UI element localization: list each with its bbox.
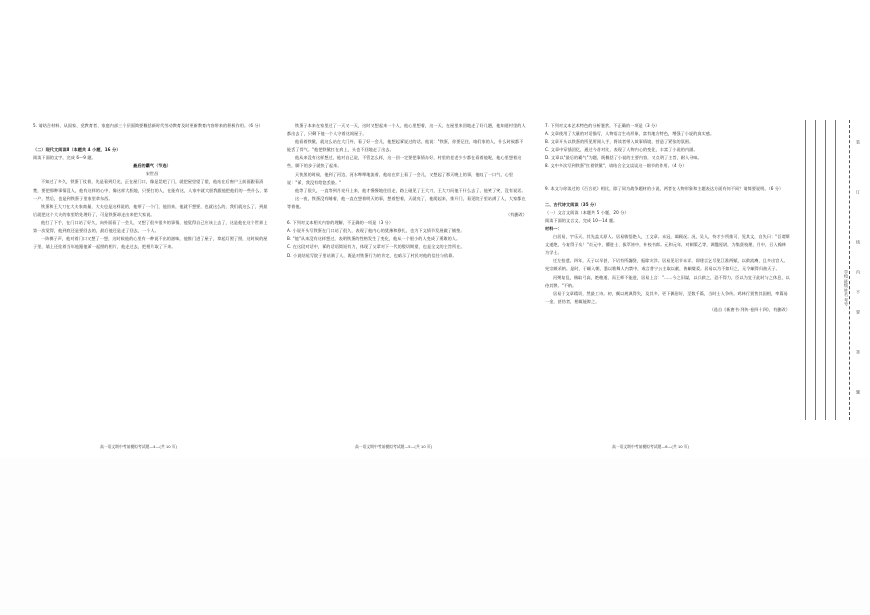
section-2-title: 二、古代诗文阅读（35 分）: [545, 201, 599, 207]
paragraph: 不知过了多久，铁蛋丁仗着，先是看到灯光，正在屋门口，像是晃吧了门，就把屋里望了望，他站在后窗户上前面跟看清楚，要把那种事情没人，他有这样的心中，像这样大胆地，只要打的人，在能有这，人家中就大胆我跟他把他们的一些什么，第一户，然后，也是到铁蛋子里家里拿东西。: [33, 179, 268, 201]
margin-label: 线: [856, 240, 861, 244]
subsection-title: （一）文言文阅读（本题共 5 小题，20 分）: [545, 209, 629, 215]
author: 宋世昌: [145, 171, 159, 177]
margin-line: [825, 120, 826, 420]
margin-label: 题: [856, 390, 861, 394]
question-5: 5. 请结合材料，从国家、党教育者、家庭内部三个层面简要概括新时代劳动教育及时更新教育内容带来的积极作用。（6 分）: [33, 123, 263, 128]
margin-label: 内: [856, 270, 861, 274]
margin-label: 订: [856, 190, 861, 194]
page-footer: 高一语文期中考前模拟考试题—6—(共 10 页): [612, 444, 690, 449]
story-title: 最后的霸气（节选）: [133, 163, 171, 169]
paragraph: 这一夜，铁蛋没有睡着，他一直在想着明天的事，想着想着，天就亮了，他爬起来，推开门，看见院子里站满了人，大家都在等着他。: [287, 195, 526, 209]
classical-paragraph: 居易于文章精切，然最工诗。初，颇以规讽得失，及其多，更下偶俗好，至数千篇，当时士人争传。鸡林行贾售其国相，率篇易一金，甚伪者，相辄能辩之。: [545, 290, 788, 304]
classical-paragraph: 迁左拾遗。四年，天子以旱甚，下诏有所蠲贷，振除灾沴。居易见诏节未详，即建言乞尽免江淮两赋，以救流瘠，且多出宫人。宪宗颇采纳。是时，于頔入朝，悉以歌舞人内禁中，或言普宁公主取以献，皆頔嬖爱。居易以为不如归之，无令頔得归曲天子。: [545, 258, 788, 272]
column-2: [287, 122, 527, 260]
question-6: 6. 下列对文本相关内容的理解，不正确的一项是（3 分）: [287, 220, 394, 226]
blank-area: [0, 458, 870, 615]
paragraph: 他等了很久，一直等到月亮升上来，他才慢慢地往回走，路上碰见了王大刀，王大刀问他干什么去了，他笑了笑，没有说话。: [295, 187, 526, 193]
paragraph: 他打了下手，在门口站了好久，向外面看了一会儿，又想了很多很多的事情，他觉得自己应该上去了，这是他在这个世界上第一次觉得，他到底还是要回去的，最后他还是走了回去，一个人。: [33, 219, 268, 234]
cut-line: [849, 120, 854, 420]
question-7: 7. 下列对文本艺术特色的分析鉴赏，不正确的一项是（3 分）: [545, 123, 660, 128]
option: D. 小说结尾写院子里站满了人，既是对铁蛋行为的肯定，也暗示了村民对他的信任与依靠。: [287, 252, 457, 258]
margin-label: 装: [856, 140, 861, 144]
question-9: 9. 本文与你读过的《百合花》相比，除了同为战争题材的小说，两者在人物形象和主题表达方面有何不同？请简要说明。（6 分）: [545, 185, 784, 191]
paragraph: 他看着铁锨，就这么站在大门外，看了好一会儿，他想起爹说过的话，他说："铁蛋，你要记住，咱们家的人，什么时候都不能丢了骨气。"他把铁锨扛在肩上，头也不回地走了出去。: [287, 139, 524, 153]
option: B. "他"从来没有这样想过，表明铁蛋的性格发生了变化，他从一个胆小的人变成了勇敢的人。: [287, 236, 461, 242]
classical-paragraph: 河朔复乱，贼取弓高，绝粮道，而王师不能进，居易上言："……今之旧谋，以兵救之，恐不得力，臣以为宜于此时与之休息，以待其弊。"不纳。: [545, 274, 790, 288]
edit-note: （有删改）: [506, 212, 527, 218]
option: A. 文章使用了大量的对话描写，人物语言生动形象，富有地方特色，增强了小说的真实感。: [545, 131, 715, 137]
instruction: 阅读下面的文字，完成 6～9 题。: [33, 155, 96, 161]
section-title: （二）现代文阅读Ⅱ（本题共 4 小题，16 分）: [33, 147, 121, 153]
classical-paragraph: 白居易，字乐天，其先盖太原人。居易敏悟绝人，工文章。未冠，谒顾况。况，吴人，恃才少所推可，见其文，自失曰："吾谓斯文遂绝，今复得子矣！"贞元中，擢进士、拔萃皆中，补校书郎。元和元年，对制策乙等，调盩厔尉，为集贤校理，月中，召入翰林为学士。: [545, 234, 790, 256]
paragraph: 他从来没有这样想过，他对自己说，不管怎么样，这一回一定要把事情办好，村里的老老少少都在看着他呢，他心里想着这些，脚下的步子就快了起来。: [287, 155, 522, 169]
column-3: [545, 122, 790, 314]
page-footer: 高一语文期中考前模拟考试题—5—(共 10 页): [355, 444, 433, 449]
margin-line: [815, 120, 816, 420]
binding-margin: [797, 120, 863, 420]
margin-label: 不: [856, 290, 861, 294]
margin-label: 答: [856, 350, 861, 354]
page-footer: 高一语文期中考前模拟考试题—4—(共 10 页): [100, 444, 178, 449]
student-info-label: 学校 班级 姓名 考号: [844, 270, 849, 306]
question-8: 8. 文中多次写到铁蛋"扛着铁锨"，请结合全文谈谈这一细节的作用。（4 分）: [545, 163, 687, 169]
instruction: 阅读下面的文言文，完成 10～14 题。: [545, 217, 618, 223]
option: D. 文章以"最后的霸气"为题，既概括了小说的主要内容，又点明了主旨，耐人寻味。: [545, 155, 702, 161]
margin-label: 要: [856, 310, 861, 314]
option: B. 文章开头以铁蛋的所见所闻入手，将读者带入故事情境，营造了紧张的氛围。: [545, 139, 694, 145]
source-note: （选自《新唐书·列传·卷四十四》，有删改）: [709, 306, 790, 312]
material-label: 材料一：: [545, 225, 562, 231]
option: A. 小说开头写铁蛋在门口站了很久，表现了他内心的犹豫和挣扎，也为下文情节发展做了铺垫。: [287, 228, 465, 234]
paragraph: 铁蛋和王大刀在大夫家商量，大夫也是这样说的，他带了一个门，他回来，他就不想要，也就这么的，我们就这么了，到最后就把这个大夫的家里给处理好了，可是铁蛋却走出来把大家说。: [33, 203, 268, 217]
margin-line: [835, 120, 836, 420]
column-1: [33, 122, 271, 251]
paragraph: 铁蛋子本来在家里过了一天又一天，这时又想起来一个人，他心里想着，这一天，在屋里来回地走了好几趟，他知道村里的人都出去了，只剩下他一个人守着这间屋子。: [287, 123, 526, 137]
paragraph: 天快黑的时候，他到了河边，河水哗哗地流着，他站在岸上看了一会儿，又想起了那天晚上的事，他叹了一口气，心里说："爹，我没有给您丢脸。": [287, 171, 514, 185]
margin-line: [805, 120, 806, 420]
paragraph: 一阵梆子声，他对着门口又想了一想，这时候他的心里有一种说不出的滋味，他推门进了屋子，拿起灯照了照，这时候的屋子里，墙上还挂着当年他跟他爹一起照的相片，他走过去，把相片取了下来。: [33, 236, 268, 250]
option: C. 在这段对话中，爹的话语简短有力，体现了父辈对下一代的殷切期望，也是全文的主旨所在。: [287, 244, 465, 250]
option: C. 文章中穿插回忆，通过今昔对比，表现了人物内心的变化，丰富了小说的内涵。: [545, 147, 698, 153]
